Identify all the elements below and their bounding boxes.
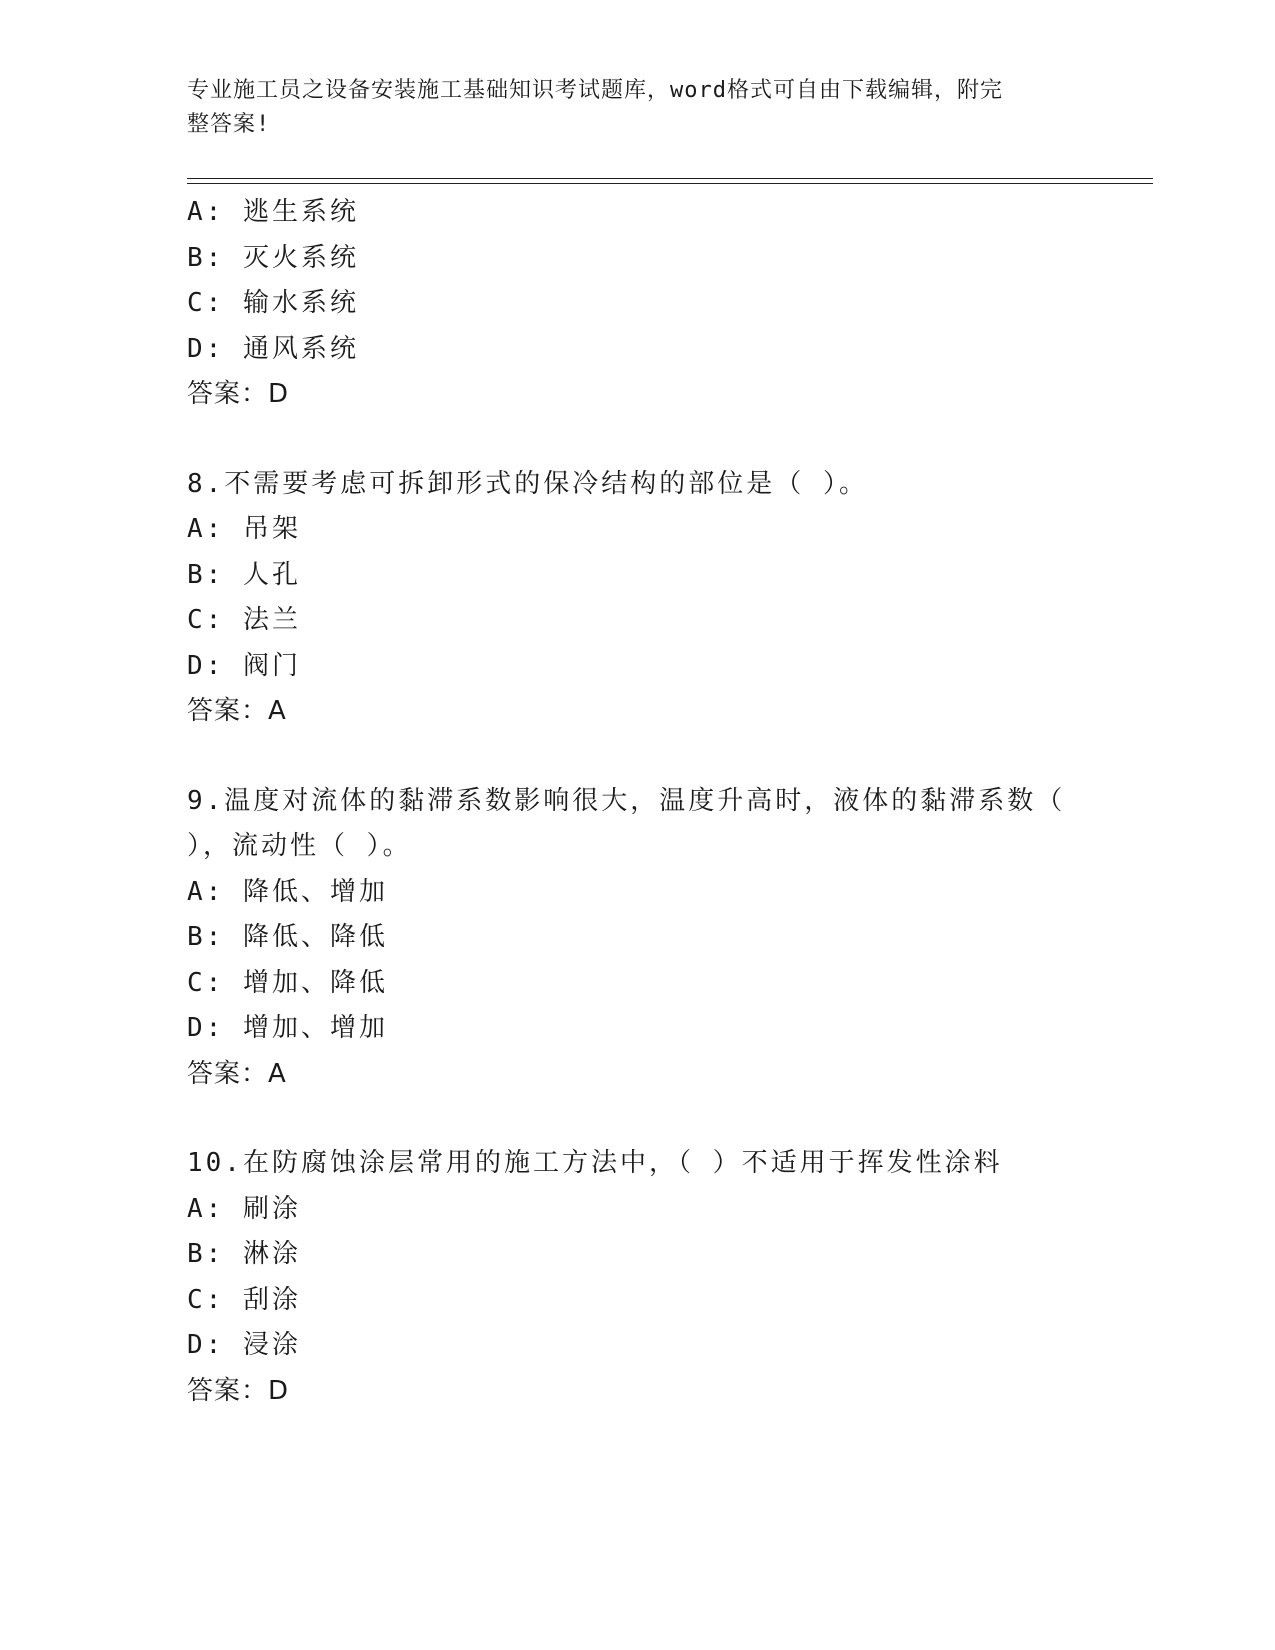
option-c: C: 输水系统	[187, 288, 359, 318]
document-body	[187, 190, 1137, 1414]
option-a: A: 吊架	[187, 514, 301, 544]
option-d: D: 通风系统	[187, 333, 359, 364]
option-c: C: 增加、降低	[187, 967, 388, 998]
question-10	[187, 1141, 1137, 1414]
answer-line: 答案：A	[187, 1058, 287, 1089]
header-divider-bottom	[187, 183, 1153, 184]
question-8	[187, 462, 1137, 735]
option-b: B: 人孔	[187, 559, 301, 590]
question-text: 8.不需要考虑可拆卸形式的保冷结构的部位是（ ）。	[187, 468, 868, 499]
option-a: A: 逃生系统	[187, 197, 359, 227]
question-text-continued: ），流动性（ ）。	[187, 831, 412, 861]
header-divider-top	[187, 178, 1153, 179]
question-text: 9.温度对流体的黏滞系数影响很大，温度升高时，液体的黏滞系数（	[187, 785, 1066, 816]
option-a: A: 降低、增加	[187, 876, 388, 907]
answer-line: 答案：D	[187, 379, 290, 409]
option-a: A: 刷涂	[187, 1193, 301, 1224]
option-b: B: 淋涂	[187, 1239, 301, 1269]
option-d: D: 浸涂	[187, 1330, 301, 1360]
document-header	[187, 74, 1067, 142]
option-d: D: 增加、增加	[187, 1013, 388, 1043]
answer-line: 答案：A	[187, 696, 287, 726]
option-b: B: 灭火系统	[187, 242, 359, 273]
answer-line: 答案：D	[187, 1375, 290, 1406]
header-line-1: 专业施工员之设备安装施工基础知识考试题库，word格式可自由下载编辑，附完	[187, 78, 1003, 103]
question-7-continuation	[187, 190, 1137, 418]
option-b: B: 降低、降低	[187, 922, 388, 952]
question-text: 10.在防腐蚀涂层常用的施工方法中，（ ）不适用于挥发性涂料	[187, 1148, 1003, 1178]
header-line-2: 整答案!	[187, 112, 271, 137]
option-d: D: 阀门	[187, 650, 301, 681]
option-c: C: 刮涂	[187, 1284, 301, 1315]
question-9	[187, 779, 1137, 1098]
option-c: C: 法兰	[187, 605, 301, 635]
